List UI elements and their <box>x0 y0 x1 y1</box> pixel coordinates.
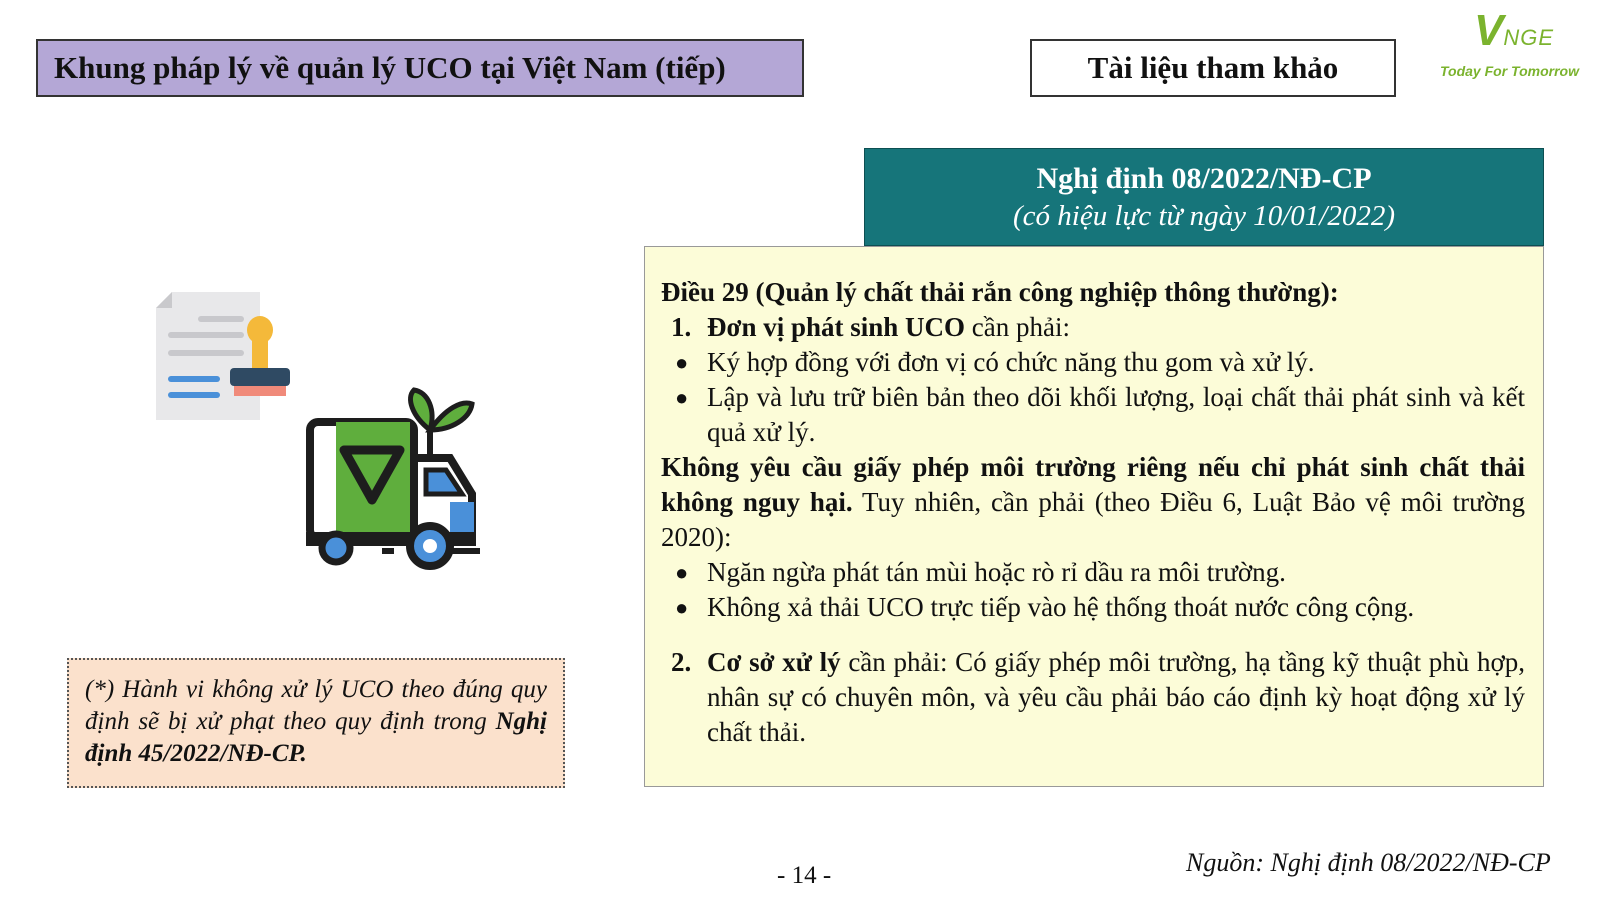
slide-title-text: Khung pháp lý về quản lý UCO tại Việt Nam (tiếp) <box>54 50 726 85</box>
logo-tagline: Today For Tomorrow <box>1440 63 1579 79</box>
list-item-2 <box>661 645 1525 750</box>
item-bold: Cơ sở xử lý <box>707 647 841 677</box>
bullet-text: Lập và lưu trữ biên bản theo dõi khối lượng, loại chất thải phát sinh và kết quả xử lý. <box>707 382 1525 447</box>
reference-label: Tài liệu tham khảo <box>1087 50 1339 85</box>
permit-rest: Tuy nhiên, cần phải (theo Điều 6, Luật Bảo vệ môi trường 2020): <box>661 487 1525 552</box>
item-number: 2. <box>671 647 692 677</box>
bullet-text: Không xả thải UCO trực tiếp vào hệ thống thoát nước công cộng. <box>707 592 1415 622</box>
source-citation: Nguồn: Nghị định 08/2022/NĐ-CP <box>1186 848 1551 877</box>
bullet-icon: ● <box>675 350 689 375</box>
decree-content <box>644 246 1544 787</box>
bullet-text: Ngăn ngừa phát tán mùi hoặc rò rỉ dầu ra môi trường. <box>707 557 1286 587</box>
document-stamp-icon <box>156 292 290 420</box>
item-number: 1. <box>671 312 692 342</box>
penalty-note <box>67 658 565 788</box>
slide-title <box>36 39 804 97</box>
note-bold: Nghị định 45/2022/NĐ-CP. <box>85 708 547 767</box>
logo-v: V <box>1474 6 1504 55</box>
logo-nge: NGE <box>1503 25 1555 50</box>
logo-mark <box>1474 6 1554 56</box>
bullet-item <box>661 380 1525 450</box>
reference-label-box <box>1030 39 1396 97</box>
decree-subtitle: (có hiệu lực từ ngày 10/01/2022) <box>1013 200 1395 232</box>
permit-paragraph <box>661 450 1525 555</box>
bullet-icon: ● <box>675 385 689 410</box>
decree-header <box>864 148 1544 246</box>
page-number: - 14 - <box>777 862 832 889</box>
decree-title: Nghị định 08/2022/NĐ-CP <box>1036 162 1372 195</box>
note-text: (*) Hành vi không xử lý UCO theo đúng quy định sẽ bị xử phạt theo quy định trong <box>85 676 547 735</box>
bullet-item <box>661 555 1525 590</box>
bullet-item <box>661 345 1525 380</box>
item-rest: cần phải: <box>965 312 1070 342</box>
recycling-truck-icon <box>306 390 480 566</box>
list-item-1 <box>661 310 1525 345</box>
item-text <box>707 310 1525 345</box>
permit-bold: Không yêu cầu giấy phép môi trường riêng nếu chỉ phát sinh chất thải không nguy hại. <box>661 452 1525 517</box>
bullet-item <box>661 590 1525 625</box>
bullet-icon: ● <box>675 560 689 585</box>
item-bold: Đơn vị phát sinh UCO <box>707 312 966 342</box>
item-text <box>707 645 1525 750</box>
item-rest: cần phải: Có giấy phép môi trường, hạ tầng kỹ thuật phù hợp, nhân sự có chuyên môn, và yêu cầu phải báo cáo định kỳ hoạt động xử lý chất thải. <box>707 647 1525 747</box>
illustration <box>150 280 510 580</box>
vnge-logo <box>1432 6 1592 86</box>
spacer <box>661 625 1525 645</box>
article-heading: Điều 29 (Quản lý chất thải rắn công nghiệp thông thường): <box>661 277 1339 307</box>
bullet-icon: ● <box>675 595 689 620</box>
bullet-text: Ký hợp đồng với đơn vị có chức năng thu gom và xử lý. <box>707 347 1315 377</box>
